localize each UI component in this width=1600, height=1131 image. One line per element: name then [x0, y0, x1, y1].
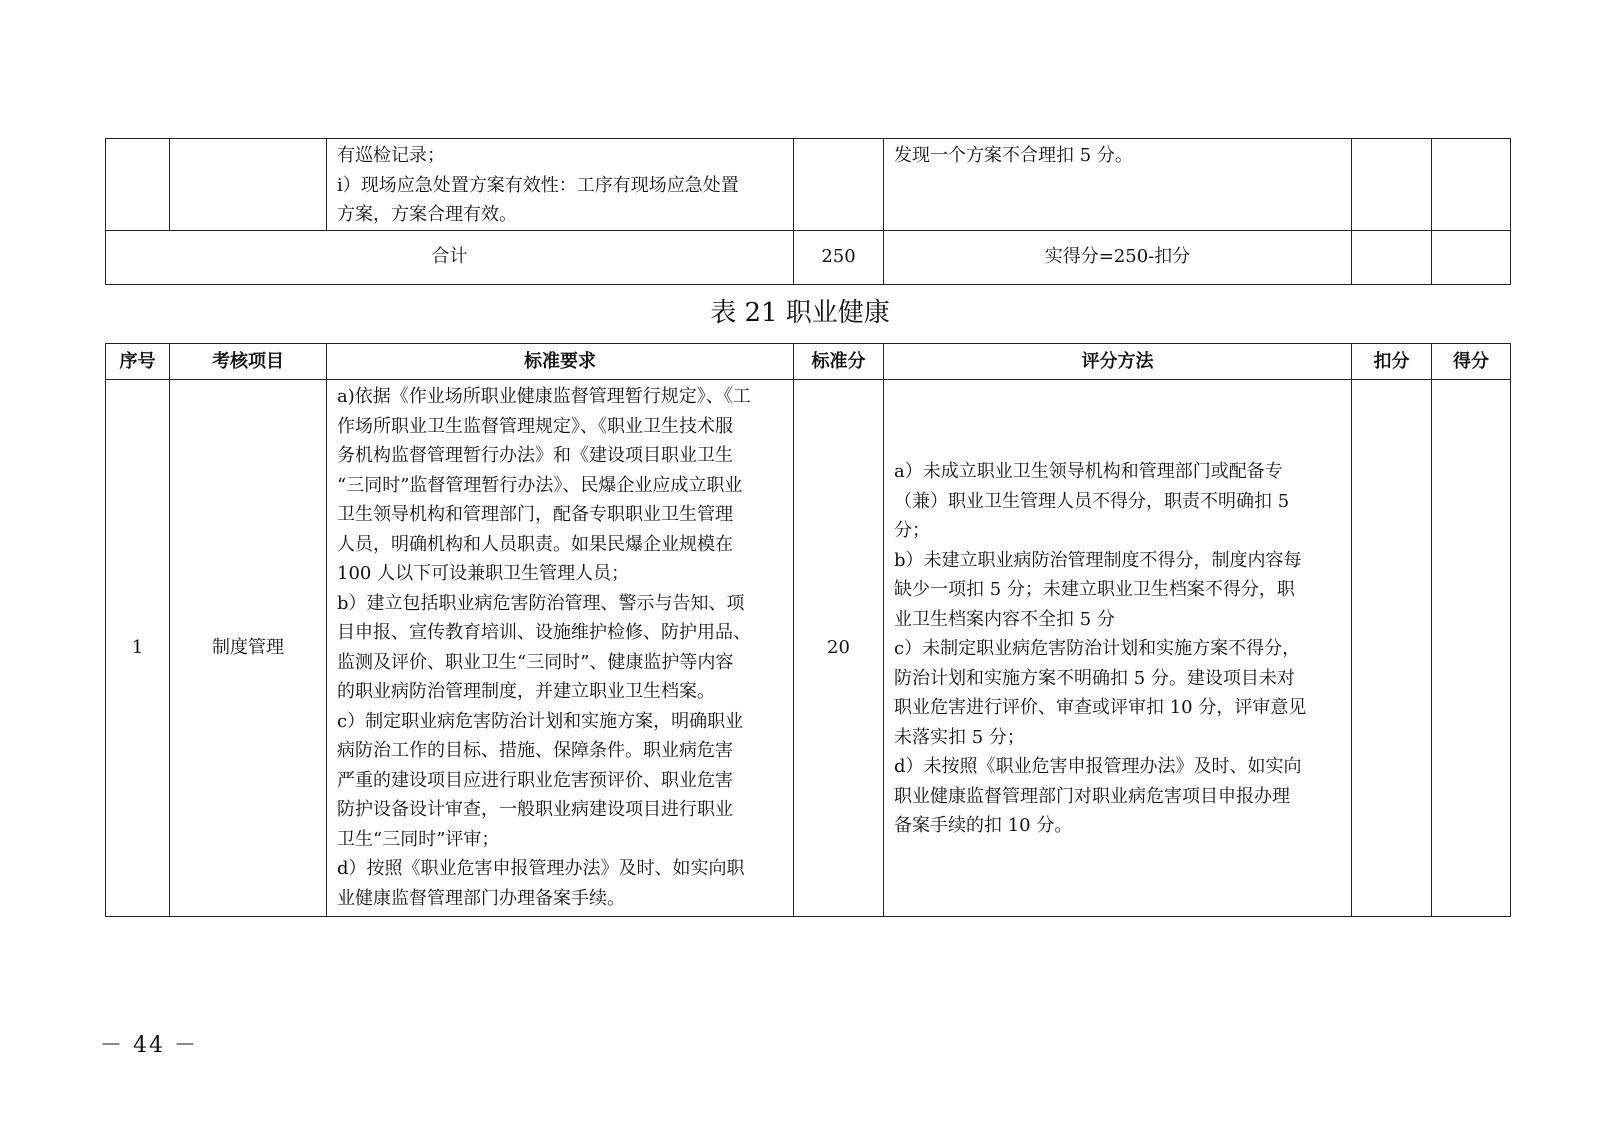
- total-deduct: [1352, 230, 1432, 284]
- total-label: 合计: [106, 230, 794, 284]
- header-score: 标准分: [794, 344, 884, 380]
- cell-deduct: [1352, 139, 1432, 231]
- table-row: [106, 380, 1511, 917]
- method-line: 职业危害进行评价、审查或评审扣 10 分，评审意见: [894, 697, 1307, 719]
- standard-line: “三同时”监督管理暂行办法》、民爆企业应成立职业: [337, 474, 743, 496]
- standard-line: b）建立包括职业病危害防治管理、警示与告知、项: [337, 592, 745, 614]
- total-row: [106, 230, 1511, 284]
- continuation-table: [105, 138, 1511, 285]
- standard-line: 方案，方案合理有效。: [337, 204, 517, 225]
- method-line: c）未制定职业病危害防治计划和实施方案不得分，: [894, 638, 1301, 660]
- method-line: 业卫生档案内容不全扣 5 分: [894, 608, 1115, 630]
- method-line: （兼）职业卫生管理人员不得分，职责不明确扣 5: [894, 490, 1290, 512]
- method-line: 分；: [894, 520, 930, 542]
- cell-got: [1432, 139, 1511, 231]
- method-line: 未落实扣 5 分；: [894, 726, 1025, 748]
- method-line: 缺少一项扣 5 分；未建立职业卫生档案不得分，职: [894, 579, 1295, 601]
- row-score: 20: [794, 380, 884, 917]
- cell-item: [170, 139, 327, 231]
- standard-line: 卫生领导机构和管理部门，配备专职职业卫生管理: [337, 504, 733, 525]
- standard-line: 卫生“三同时”评审；: [337, 828, 500, 850]
- row-standard: [327, 380, 794, 917]
- total-score: 250: [794, 230, 884, 284]
- standard-line: 监测及评价、职业卫生“三同时”、健康监护等内容: [337, 651, 734, 673]
- standard-line: 病防治工作的目标、措施、保障条件。职业病危害: [337, 740, 733, 761]
- standard-line: 100 人以下可设兼职卫生管理人员；: [337, 563, 630, 584]
- standard-line: 防护设备设计审查，一般职业病建设项目进行职业: [337, 799, 733, 820]
- cell-score: [794, 139, 884, 231]
- total-method: 实得分=250-扣分: [884, 230, 1352, 284]
- standard-line: 有巡检记录；: [337, 145, 445, 166]
- header-item: 考核项目: [170, 344, 327, 380]
- total-got: [1432, 230, 1511, 284]
- method-line: a）未成立职业卫生领导机构和管理部门或配备专: [894, 461, 1283, 483]
- standard-line: i）现场应急处置方案有效性：工序有现场应急处置: [337, 174, 739, 196]
- header-method: 评分方法: [884, 344, 1352, 380]
- occupational-health-table: [105, 343, 1511, 917]
- standard-line: d）按照《职业危害申报管理办法》及时、如实向职: [337, 858, 745, 879]
- standard-line: a)依据《作业场所职业健康监督管理暂行规定》、《工: [337, 386, 751, 407]
- method-line: 备案手续的扣 10 分。: [894, 815, 1073, 837]
- row-method: [884, 380, 1352, 917]
- row-got: [1432, 380, 1511, 917]
- header-deduct: 扣分: [1352, 344, 1432, 380]
- method-line: 职业健康监督管理部门对职业病危害项目申报办理: [894, 785, 1290, 807]
- method-line: 发现一个方案不合理扣 5 分。: [894, 145, 1133, 166]
- cell-no: [106, 139, 170, 231]
- row-no: 1: [106, 380, 170, 917]
- method-line: b）未建立职业病防治管理制度不得分，制度内容每: [894, 549, 1302, 571]
- page-number: － 44 －: [100, 1033, 198, 1058]
- standard-line: 目申报、宣传教育培训、设施维护检修、防护用品、: [337, 622, 751, 643]
- standard-line: 务机构监督管理暂行办法》和《建设项目职业卫生: [337, 445, 733, 466]
- standard-line: c）制定职业病危害防治计划和实施方案，明确职业: [337, 710, 744, 732]
- row-item: 制度管理: [170, 380, 327, 917]
- continuation-standard: [327, 139, 794, 231]
- header-no: 序号: [106, 344, 170, 380]
- method-line: 防治计划和实施方案不明确扣 5 分。建设项目未对: [894, 667, 1295, 689]
- row-deduct: [1352, 380, 1432, 917]
- table-title: 表 21 职业健康: [710, 298, 890, 328]
- standard-line: 人员，明确机构和人员职责。如果民爆企业规模在: [337, 533, 733, 555]
- method-line: d）未按照《职业危害申报管理办法》及时、如实向: [894, 756, 1302, 778]
- continuation-method: [884, 139, 1352, 231]
- standard-line: 作场所职业卫生监督管理规定》、《职业卫生技术服: [337, 415, 733, 437]
- standard-line: 的职业病防治管理制度，并建立职业卫生档案。: [337, 681, 715, 702]
- header-row: [106, 344, 1511, 380]
- header-got: 得分: [1432, 344, 1511, 380]
- standard-line: 严重的建设项目应进行职业危害预评价、职业危害: [337, 769, 733, 791]
- header-standard: 标准要求: [327, 344, 794, 380]
- standard-line: 业健康监督管理部门办理备案手续。: [337, 887, 625, 909]
- continuation-row: [106, 139, 1511, 231]
